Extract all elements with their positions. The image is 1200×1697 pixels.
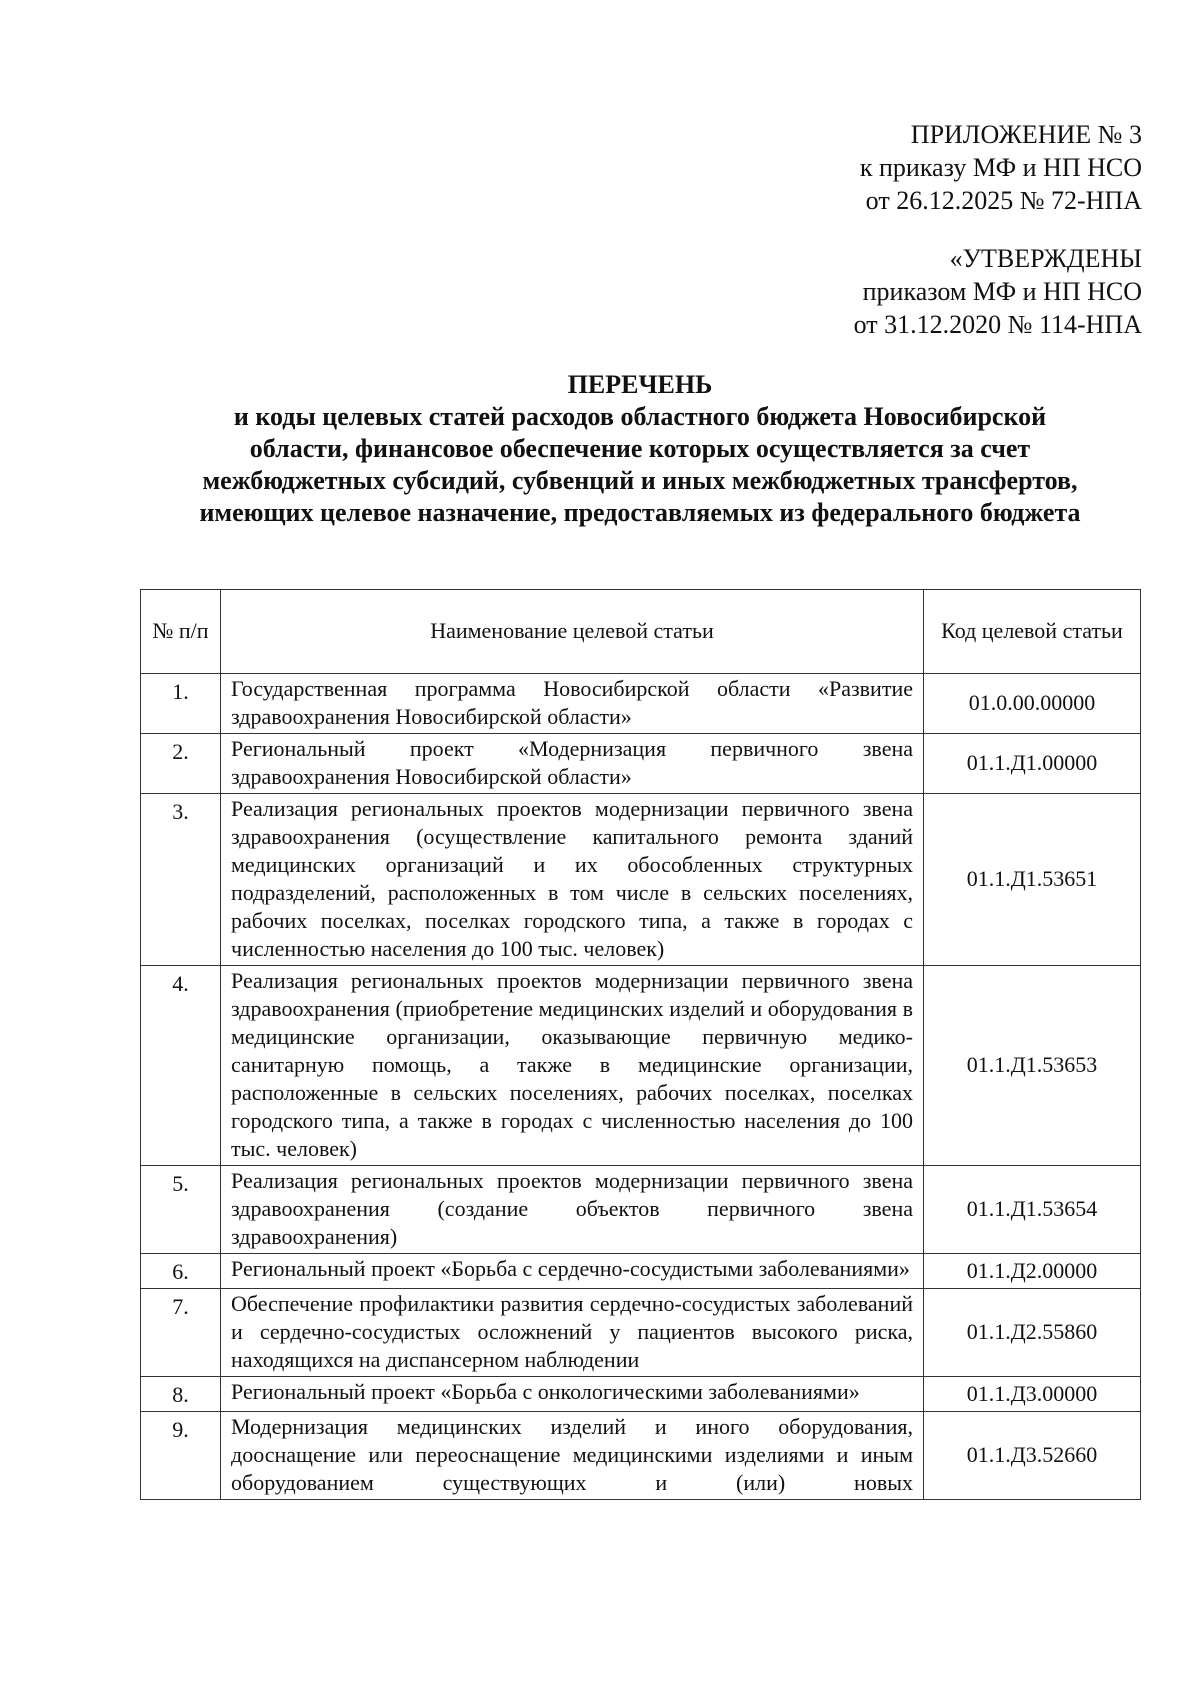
subtitle-line: межбюджетных субсидий, субвенций и иных межбюджетных трансфертов, <box>202 466 1078 495</box>
row-name: Реализация региональных проектов модернизации первичного звена здравоохранения (приобретение медицинских изделий и оборудования в медицинские организации, оказывающие первичную медико-санитарную помощь, а также в медицинские организации, расположенные в сельских поселениях, рабочих поселках, поселках городского типа, а также в городах с численностью населения до 100 тыс. человек) <box>221 966 924 1166</box>
row-number: 9. <box>141 1412 221 1500</box>
subtitle-line: области, финансовое обеспечение которых осуществляется за счет <box>249 434 1031 463</box>
table-row <box>141 1412 1141 1500</box>
table-row <box>141 1377 1141 1412</box>
approval-block <box>854 242 1142 341</box>
table-row <box>141 1289 1141 1377</box>
appendix-line: к приказу МФ и НП НСО <box>859 153 1142 182</box>
document-title: ПЕРЕЧЕНЬ <box>567 370 713 399</box>
row-name: Реализация региональных проектов модернизации первичного звена здравоохранения (осуществление капитального ремонта зданий медицинских организаций и их обособленных структурных подразделений, расположенных в том числе в сельских поселениях, рабочих поселках, поселках городского типа, а также в городах с численностью населения до 100 тыс. человек) <box>221 794 924 966</box>
row-code: 01.1.Д1.53654 <box>924 1166 1141 1254</box>
approval-line: от 31.12.2020 № 114-НПА <box>853 310 1142 339</box>
approval-line: приказом МФ и НП НСО <box>862 277 1142 306</box>
row-code: 01.1.Д1.53651 <box>924 794 1141 966</box>
row-name: Реализация региональных проектов модернизации первичного звена здравоохранения (создание объектов первичного звена здравоохранения) <box>221 1166 924 1254</box>
row-code: 01.1.Д3.52660 <box>924 1412 1141 1500</box>
approval-line: «УТВЕРЖДЕНЫ <box>949 244 1142 273</box>
row-name: Региональный проект «Модернизация первичного звена здравоохранения Новосибирской области» <box>221 734 924 794</box>
header-name: Наименование целевой статьи <box>221 590 924 674</box>
row-code: 01.1.Д1.00000 <box>924 734 1141 794</box>
subtitle-line: имеющих целевое назначение, предоставляемых из федерального бюджета <box>199 498 1081 527</box>
row-name: Государственная программа Новосибирской области «Развитие здравоохранения Новосибирской области» <box>221 674 924 734</box>
table-row <box>141 966 1141 1166</box>
table-row <box>141 734 1141 794</box>
row-code: 01.0.00.00000 <box>924 674 1141 734</box>
header-code: Код целевой статьи <box>924 590 1141 674</box>
row-number: 7. <box>141 1289 221 1377</box>
row-number: 4. <box>141 966 221 1166</box>
row-code: 01.1.Д1.53653 <box>924 966 1141 1166</box>
row-code: 01.1.Д2.55860 <box>924 1289 1141 1377</box>
table-row <box>141 674 1141 734</box>
row-number: 8. <box>141 1377 221 1412</box>
row-number: 5. <box>141 1166 221 1254</box>
table-header-row <box>141 590 1141 674</box>
target-articles-table <box>140 589 1141 1500</box>
table-row <box>141 1166 1141 1254</box>
row-code: 01.1.Д3.00000 <box>924 1377 1141 1412</box>
row-number: 3. <box>141 794 221 966</box>
row-number: 2. <box>141 734 221 794</box>
header-number: № п/п <box>141 590 221 674</box>
appendix-line: от 26.12.2025 № 72-НПА <box>865 186 1142 215</box>
row-name: Модернизация медицинских изделий и иного оборудования, дооснащение или переоснащение медицинскими изделиями и иным оборудованием существующих и (или) новых <box>221 1412 924 1500</box>
appendix-line: ПРИЛОЖЕНИЕ № 3 <box>910 120 1142 149</box>
appendix-block <box>860 118 1142 217</box>
table-row <box>141 794 1141 966</box>
subtitle-line: и коды целевых статей расходов областного бюджета Новосибирской <box>233 402 1047 431</box>
row-name: Обеспечение профилактики развития сердечно-сосудистых заболеваний и сердечно-сосудистых осложнений у пациентов высокого риска, находящихся на диспансерном наблюдении <box>221 1289 924 1377</box>
row-name: Региональный проект «Борьба с онкологическими заболеваниями» <box>221 1377 924 1412</box>
row-number: 1. <box>141 674 221 734</box>
table-row <box>141 1254 1141 1289</box>
row-name: Региональный проект «Борьба с сердечно-сосудистыми заболеваниями» <box>221 1254 924 1289</box>
document-subtitle <box>120 401 1160 529</box>
row-number: 6. <box>141 1254 221 1289</box>
row-code: 01.1.Д2.00000 <box>924 1254 1141 1289</box>
